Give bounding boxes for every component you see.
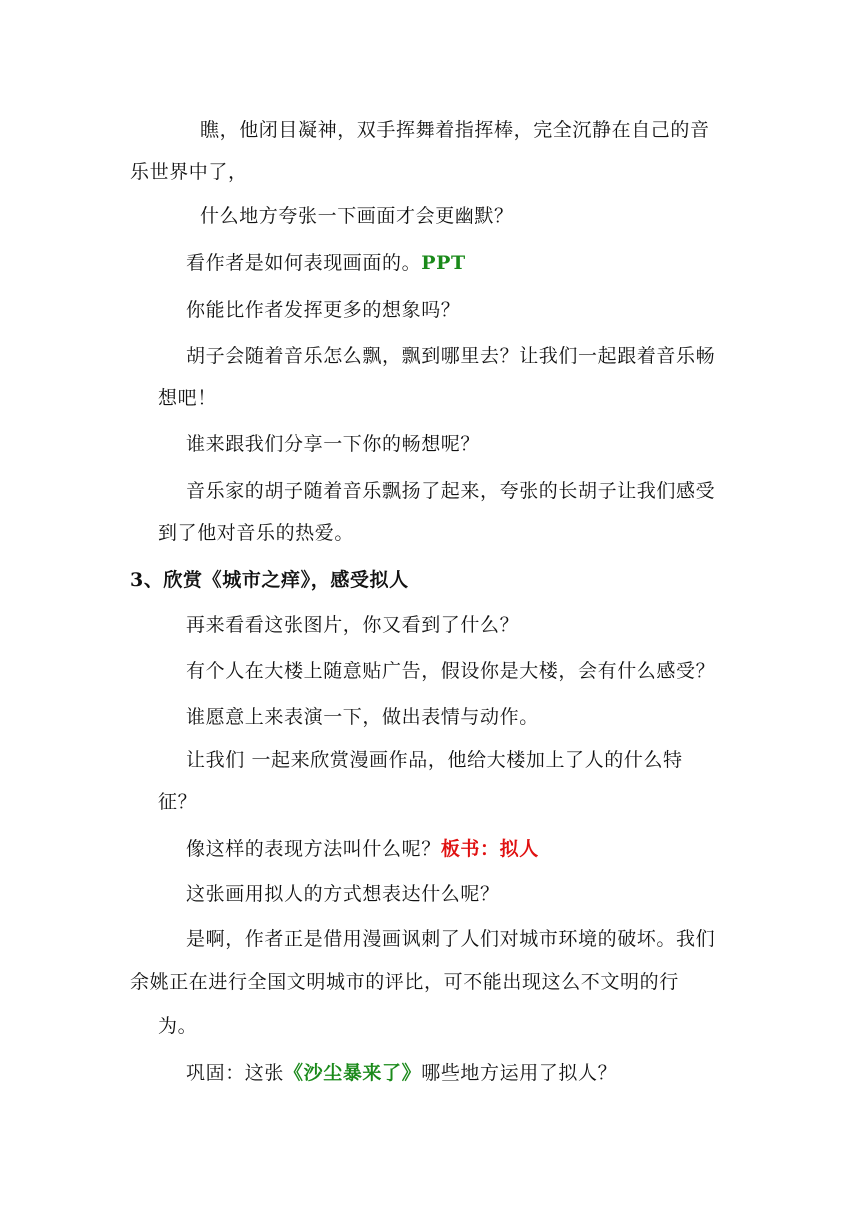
paragraph-conductor-line1: 瞧，他闭目凝神，双手挥舞着指挥棒，完全沉静在自己的音: [200, 119, 710, 141]
paragraph-exaggerate-question: 什么地方夸张一下画面才会更幽默？: [200, 205, 514, 227]
consolidate-prefix: 巩固：这张: [186, 1062, 285, 1084]
paragraph-appreciate-line2: 征？: [158, 791, 198, 813]
section-heading: 3、欣赏《城市之痒》，感受拟人: [130, 569, 409, 591]
paragraph-see-author: [186, 250, 466, 276]
paragraph-beard-line1: 胡子会随着音乐怎么飘，飘到哪里去？让我们一起跟着音乐畅: [186, 345, 716, 367]
paragraph-ads-building: 有个人在大楼上随意贴广告，假设你是大楼，会有什么感受？: [186, 660, 716, 682]
paragraph-beard-line2: 想吧！: [158, 387, 217, 409]
paragraph-satire-line2: 余姚正在进行全国文明城市的评比，可不能出现这么不文明的行: [130, 971, 679, 993]
paragraph-imagination: 你能比作者发挥更多的想象吗？: [186, 299, 461, 321]
board-note: 板书：拟人: [440, 838, 539, 860]
paragraph-satire-line1: 是啊，作者正是借用漫画讽刺了人们对城市环境的破坏。我们: [186, 928, 716, 950]
artwork-title: 《沙尘暴来了》: [284, 1062, 422, 1084]
paragraph-see-author-text: 看作者是如何表现画面的。: [186, 252, 422, 274]
paragraph-perform: 谁愿意上来表演一下，做出表情与动作。: [186, 706, 539, 728]
paragraph-consolidate: [186, 1060, 617, 1086]
paragraph-conductor-line2: 乐世界中了，: [130, 161, 248, 183]
ppt-highlight: PPT: [421, 252, 466, 274]
paragraph-method: [186, 836, 539, 862]
consolidate-suffix: 哪些地方运用了拟人？: [421, 1062, 618, 1084]
paragraph-musician-line2: 到了他对音乐的热爱。: [158, 522, 355, 544]
paragraph-look-picture: 再来看看这张图片，你又看到了什么？: [186, 614, 520, 636]
paragraph-express: 这张画用拟人的方式想表达什么呢？: [186, 883, 500, 905]
paragraph-share: 谁来跟我们分享一下你的畅想呢？: [186, 433, 481, 455]
paragraph-musician-line1: 音乐家的胡子随着音乐飘扬了起来，夸张的长胡子让我们感受: [186, 480, 716, 502]
paragraph-appreciate-line1: 让我们 一起来欣赏漫画作品，他给大楼加上了人的什么特: [186, 749, 683, 771]
paragraph-satire-line3: 为。: [158, 1015, 198, 1037]
paragraph-method-text: 像这样的表现方法叫什么呢？: [186, 838, 441, 860]
